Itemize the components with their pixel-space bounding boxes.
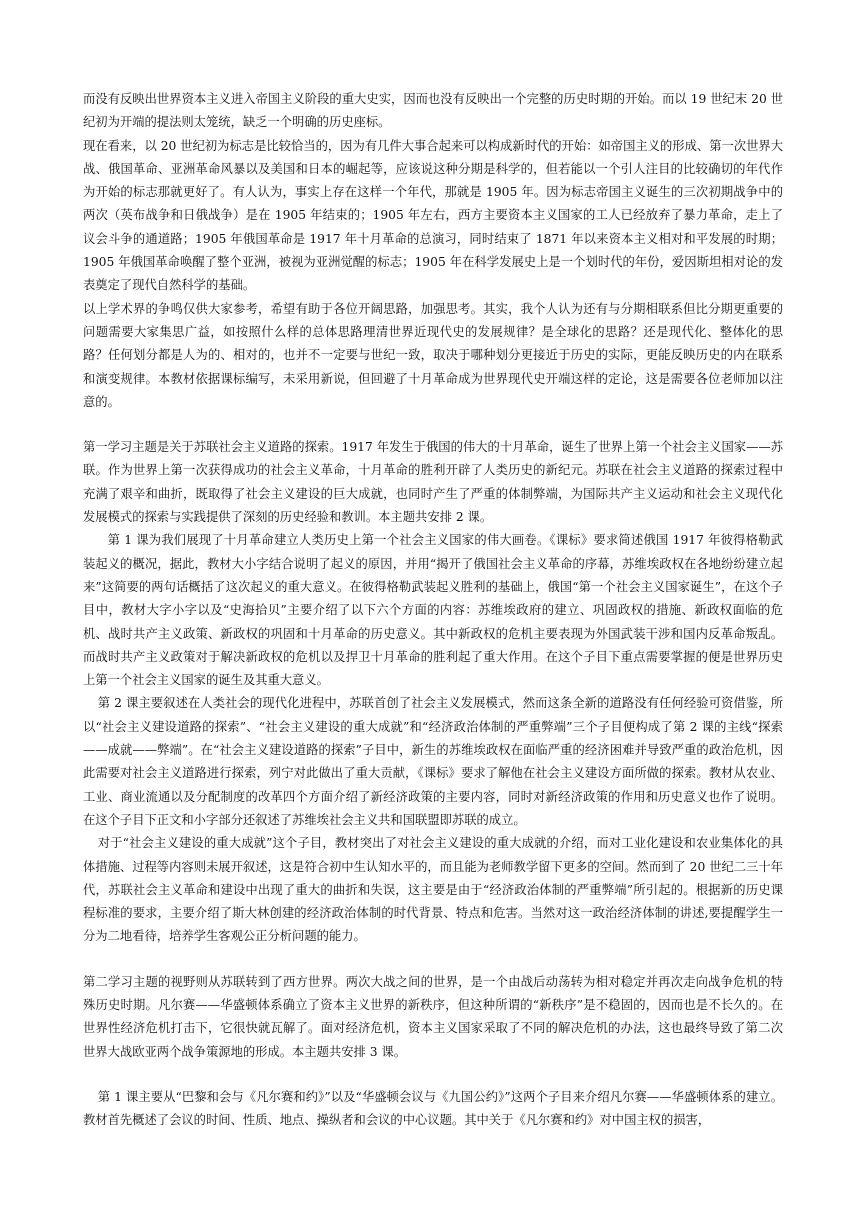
paragraph-1905-argument: 现在看来，以 20 世纪初为标志是比较恰当的，因为有几件大事合起来可以构成新时代的开始：如帝国主义的形成、第一次世界大战、俄国革命、亚洲革命风暴以及美国和日本的崛起等，应该说这种分期是科学的，但若能以一个引人注目的比较确切的年代作为开始的标志那就更好了。有人认为，事实上存在这样一个年代，那就是 1905 年。因为标志帝国主义诞生的三次初期战争中的两次（英布战争和日俄战争）是在 1905 年结束的；1905 年左右，西方主要资本主义国家的工人已经放弃了暴力革命，走上了议会斗争的通道路；1905 年俄国革命是 1917 年十月革命的总演习，同时结束了 1871 年以来资本主义相对和平发展的时期；1905 年俄国革命唤醒了整个亚洲，被视为亚洲觉醒的标志；1905 年在科学发展史上是一个划时代的年份，爱因斯坦相对论的发表奠定了现代自然科学的基础。	[83, 138, 783, 293]
paragraph-gap	[83, 1064, 783, 1086]
paragraph-lesson-two: 第 2 课主要叙述在人类社会的现代化进程中，苏联首创了社会主义发展模式，然而这条全新的道路没有任何经验可资借鉴，所以“社会主义建设道路的探索”、“社会主义建设的重大成就”和“经济政治体制的严重弊端”三个子目便构成了第 2 课的主线“探索——成就——弊端”。在“社会主义建设道路的探索”子目中，新生的苏维埃政权在面临严重的经济困难并导致严重的政治危机，因此需要对社会主义道路进行探索，列宁对此做出了重大贡献，《课标》要求了解他在社会主义建设方面所做的探索。教材从农业、工业、商业流通以及分配制度的改革四个方面介绍了新经济政策的主要内容，同时对新经济政策的作用和历史意义也作了说明。在这个子目下正文和小字部分还叙述了苏维埃社会主义共和国联盟即苏联的成立。	[83, 696, 783, 827]
paragraph-theme-two-intro: 第二学习主题的视野则从苏联转到了西方世界。两次大战之间的世界，是一个由战后动荡转为相对稳定并再次走向战争危机的特殊历史时期。凡尔赛——华盛顿体系确立了资本主义世界的新秩序，但这种所谓的“新秩序”是不稳固的，因而也是不长久的。在世界性经济危机打击下，它很快就瓦解了。面对经济危机，资本主义国家采取了不同的解决危机的办法，这也最终导致了第二次世界大战欧亚两个战争策源地的形成。本主题共安排 3 课。	[83, 974, 783, 1059]
paragraph-gap	[83, 949, 783, 971]
paragraph-versailles-washington: 第 1 课主要从“巴黎和会与《凡尔赛和约》”以及“华盛顿会议与《九国公约》”这两个子目来介绍凡尔赛——华盛顿体系的建立。教材首先概述了会议的时间、性质、地点、操纵者和会议的中心议题。其中关于《凡尔赛和约》对中国主权的损害，	[83, 1089, 783, 1128]
paragraph-academic-debate: 以上学术界的争鸣仅供大家参考，希望有助于各位开阔思路，加强思考。其实，我个人认为还有与分期相联系但比分期更重要的问题需要大家集思广益，如按照什么样的总体思路理清世界近现代史的发展规律？是全球化的思路？还是现代化、整体化的思路？任何划分都是人为的、相对的，也并不一定要与世纪一致，取决于哪种划分更接近于历史的实际，更能反映历史的内在联系和演变规律。本教材依据课标编写，未采用新说，但回避了十月革命成为世界现代史开端这样的定论，这是需要各位老师加以注意的。	[83, 301, 783, 409]
paragraph-periodization-critique: 而没有反映出世界资本主义进入帝国主义阶段的重大史实，因而也没有反映出一个完整的历史时期的开始。而以 19 世纪末 20 世纪初为开端的提法则太笼统，缺乏一个明确的历史座标。	[83, 92, 783, 130]
paragraph-theme-one-intro: 第一学习主题是关于苏联社会主义道路的探索。1917 年发生于俄国的伟大的十月革命，诞生了世界上第一个社会主义国家——苏联。作为世界上第一次获得成功的社会主义革命，十月革命的胜利开辟了人类历史的新纪元。苏联在社会主义道路的探索过程中充满了艰辛和曲折，既取得了社会主义建设的巨大成就，也同时产生了严重的体制弊端，为国际共产主义运动和社会主义现代化发展模式的探索与实践提供了深刻的历史经验和教训。本主题共安排 2 课。	[83, 440, 783, 525]
paragraph-achievements: 对于“社会主义建设的重大成就”这个子目，教材突出了对社会主义建设的重大成就的介绍，而对工业化建设和农业集体化的具体措施、过程等内容则未展开叙述，这是符合初中生认知水平的，而且能为老师教学留下更多的空间。然而到了 20 世纪二三十年代，苏联社会主义革命和建设中出现了重大的曲折和失误，这主要是由于“经济政治体制的严重弊端”所引起的。根据新的历史课程标准的要求，主要介绍了斯大林创建的经济政治体制的时代背景、特点和危害。当然对这一政治经济体制的讲述,要提醒学生一分为二地看待，培养学生客观公正分析问题的能力。	[83, 836, 783, 944]
paragraph-lesson-one: 第 1 课为我们展现了十月革命建立人类历史上第一个社会主义国家的伟大画卷。《课标》要求简述俄国 1917 年彼得格勒武装起义的概况，据此，教材大小字结合说明了起义的原因，并用“揭开了俄国社会主义革命的序幕，苏维埃政权在各地纷纷建立起来”这简要的两句话概括了这次起义的重大意义。在彼得格勒武装起义胜利的基础上，俄国“第一个社会主义国家诞生”，在这个子目中，教材大字小字以及“史海拾贝”主要介绍了以下六个方面的内容：苏维埃政府的建立、巩固政权的措施、新政权面临的危机、战时共产主义政策、新政权的巩固和十月革命的历史意义。其中新政权的危机主要表现为外国武装干涉和国内反革命叛乱。而战时共产主义政策对于解决新政权的危机以及捍卫十月革命的胜利起了重大作用。在这个子目下重点需要掌握的便是世界历史上第一个社会主义国家的诞生及其重大意义。	[83, 533, 783, 688]
document-page	[83, 88, 783, 1132]
paragraph-gap	[83, 414, 783, 436]
